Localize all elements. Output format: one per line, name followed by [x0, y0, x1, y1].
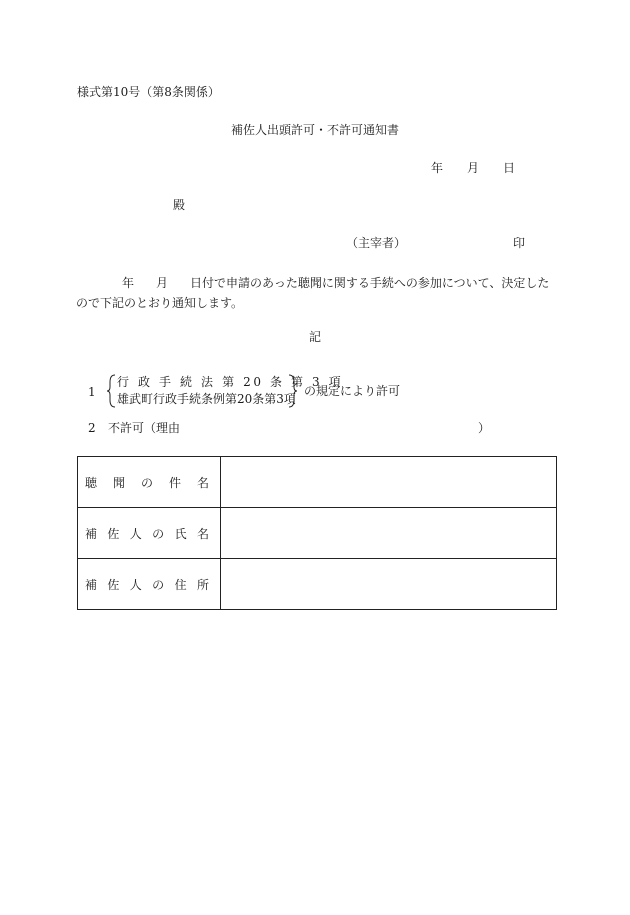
label-char: 佐	[107, 577, 120, 592]
hearing-case-value	[221, 457, 557, 508]
item-2-text: 不許可（理由	[108, 421, 181, 435]
table-row	[78, 508, 557, 559]
date-year: 年	[431, 161, 444, 175]
label-char: 所	[196, 577, 209, 592]
assistant-address-value	[221, 559, 557, 610]
item-1-text: の規定により許可	[304, 384, 401, 398]
sender-role: （主宰者）	[346, 236, 407, 250]
label-char: 名	[196, 526, 209, 541]
assistant-address-label	[85, 576, 209, 593]
info-table	[77, 456, 557, 610]
label-char: 聞	[112, 475, 125, 490]
body-text	[76, 273, 558, 313]
table-row	[78, 559, 557, 610]
label-char: の	[140, 475, 153, 490]
form-number: 様式第10号（第8条関係）	[77, 85, 220, 99]
label-char: の	[152, 526, 165, 541]
table-label-cell	[78, 508, 221, 559]
label-char: 人	[129, 577, 142, 592]
label-char: 佐	[107, 526, 120, 541]
law-option-1: 行 政 手 続 法 第 20 条 第 3 項	[117, 375, 344, 389]
table-row	[78, 457, 557, 508]
assistant-name-value	[221, 508, 557, 559]
label-char: 補	[85, 577, 98, 592]
law-options-group	[107, 373, 344, 409]
addressee-suffix: 殿	[173, 198, 186, 212]
document-title: 補佐人出頭許可・不許可通知書	[230, 123, 399, 137]
law-option-2: 雄武町行政手続条例第20条第3項	[117, 392, 296, 406]
table-label-cell	[78, 559, 221, 610]
date-line	[431, 162, 515, 174]
label-char: 名	[196, 475, 209, 490]
date-month: 月	[467, 161, 480, 175]
label-char: 氏	[174, 526, 187, 541]
date-day: 日	[503, 161, 516, 175]
body-year: 年	[122, 276, 135, 290]
hearing-case-label	[85, 474, 209, 491]
table-label-cell	[78, 457, 221, 508]
item-2-number: 2	[88, 421, 96, 435]
body-month: 月	[156, 276, 169, 290]
label-char: 住	[174, 577, 187, 592]
ki-heading: 記	[308, 330, 321, 344]
label-char: の	[152, 577, 165, 592]
body-line2: ので下記のとおり通知します。	[76, 296, 244, 310]
body-line1-rest: 日付で申請のあった聴聞に関する手続への参加について、決定した	[190, 276, 550, 290]
label-char: 人	[129, 526, 142, 541]
assistant-name-label	[85, 525, 209, 542]
label-char: 聴	[85, 475, 98, 490]
seal-mark: 印	[513, 236, 526, 250]
item-1-number: 1	[88, 385, 96, 399]
label-char: 件	[168, 475, 181, 490]
label-char: 補	[85, 526, 98, 541]
item-2-close-paren: ）	[478, 421, 491, 435]
